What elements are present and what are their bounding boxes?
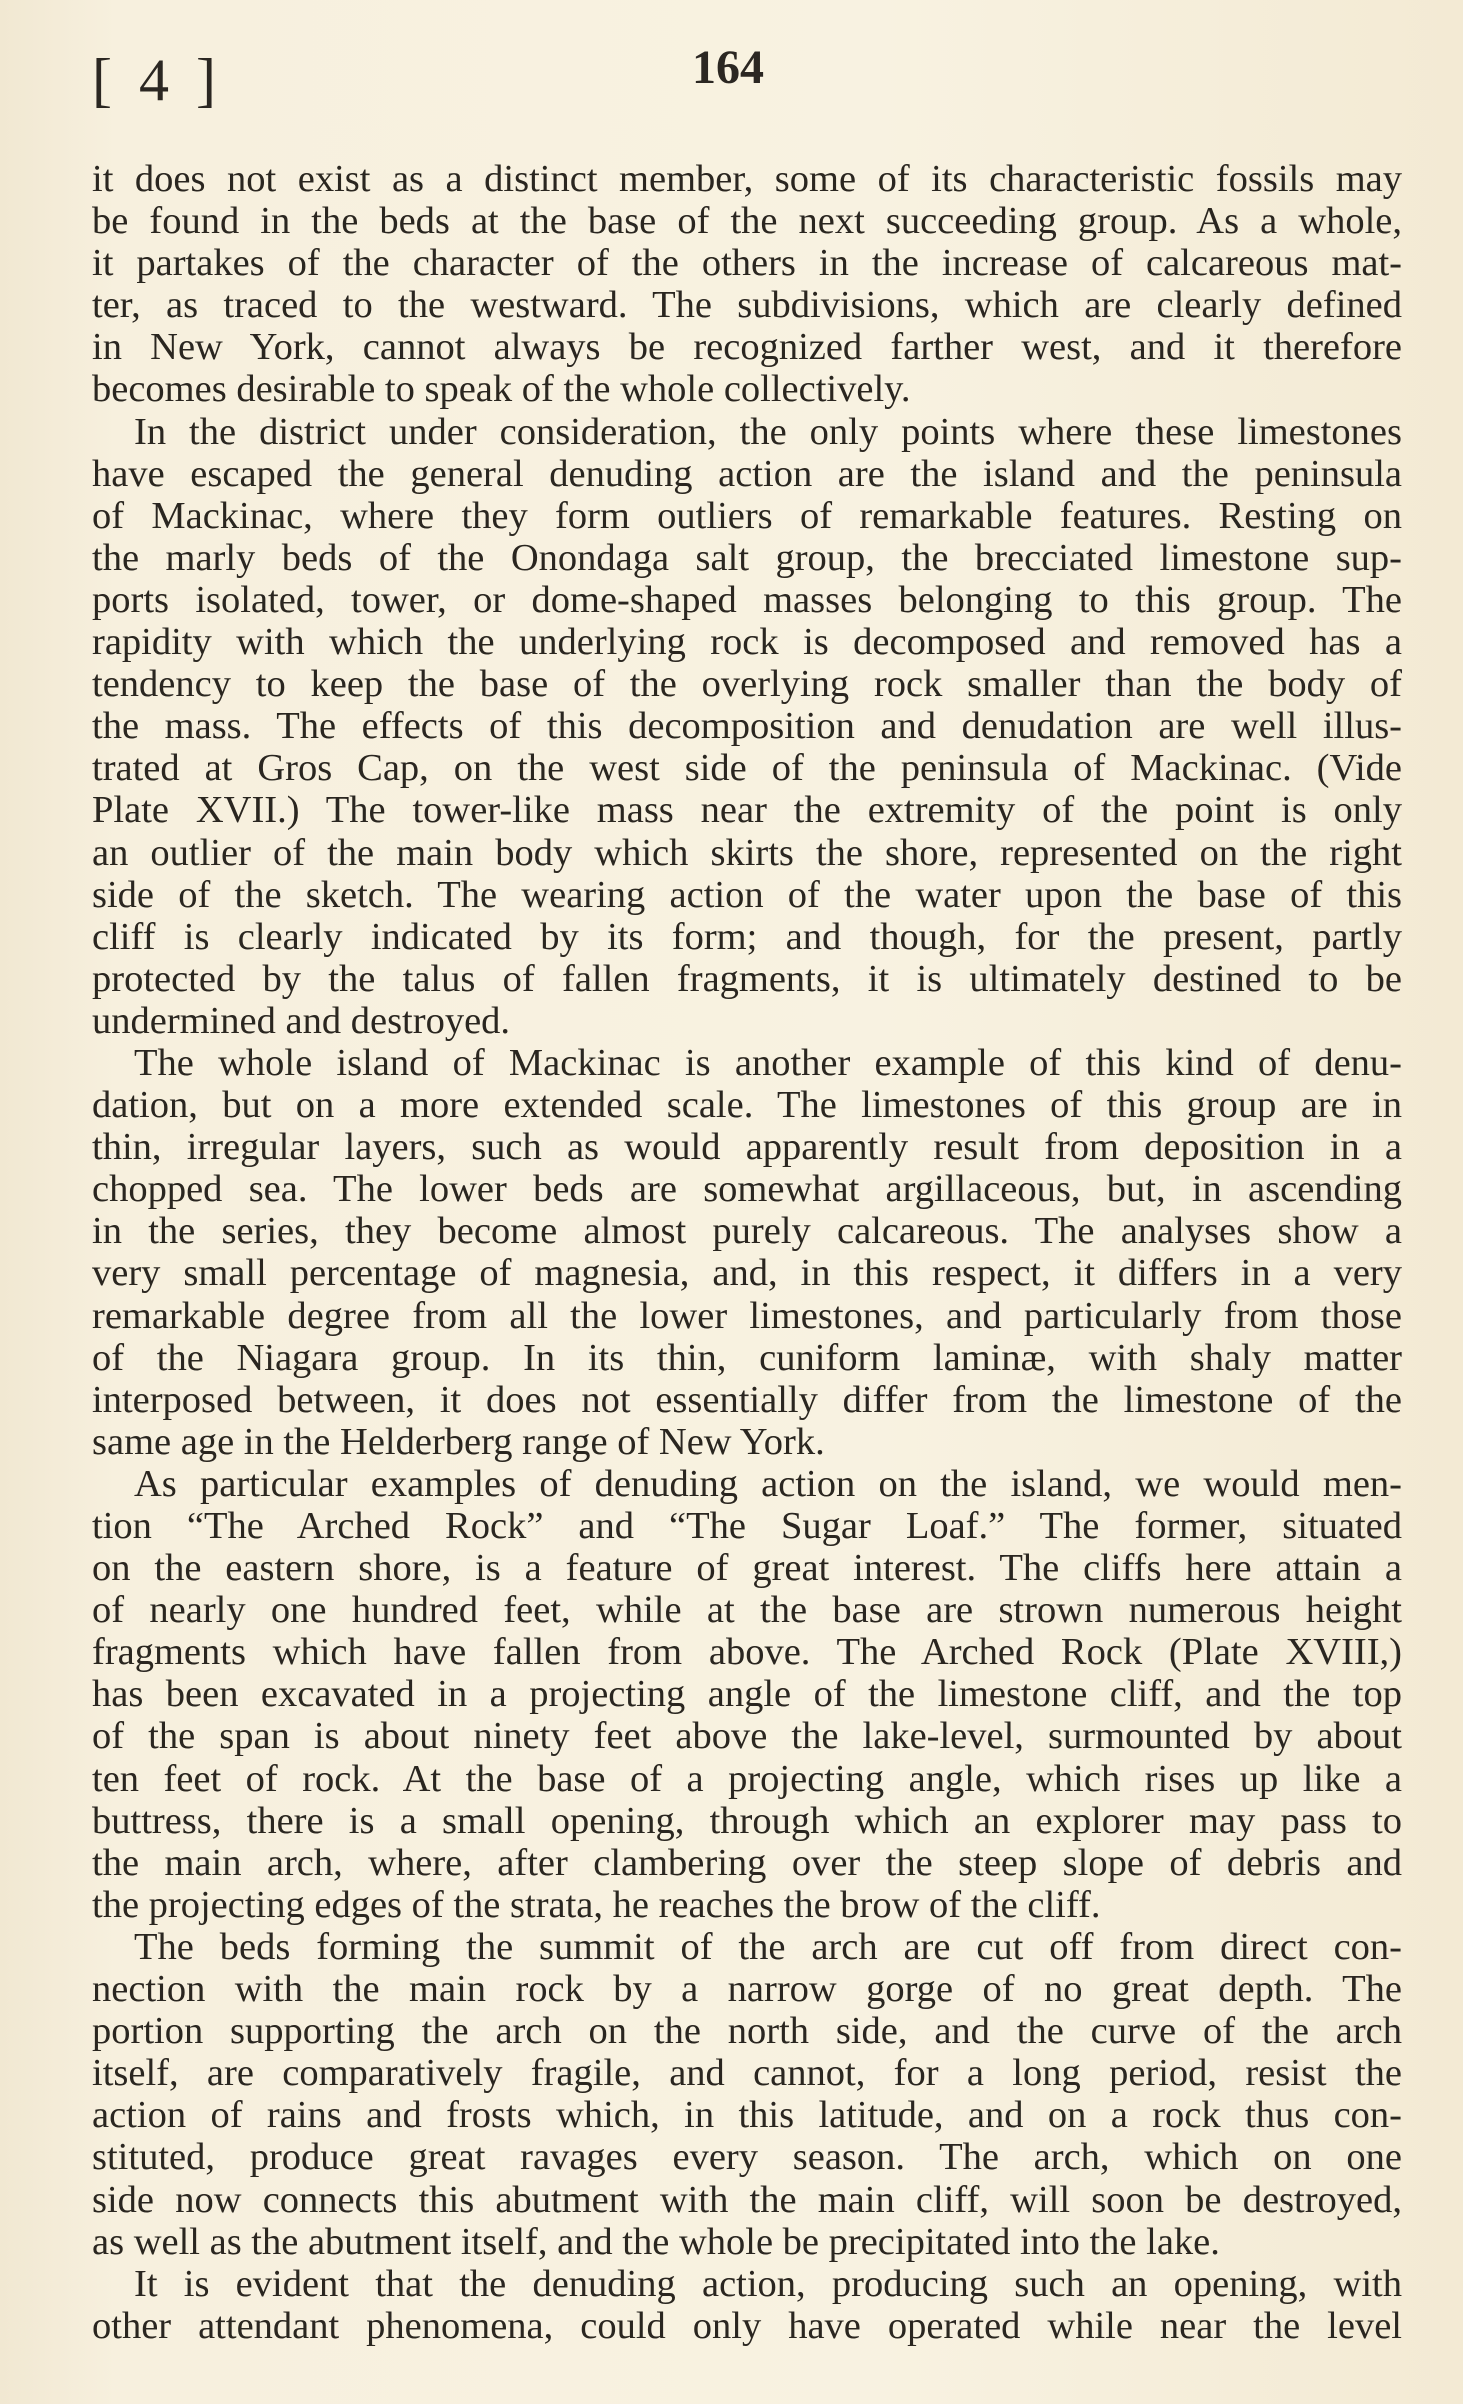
text-line: side now connects this abutment with the main cliff, will soon be destroyed, [92, 2178, 1402, 2221]
text-line: portion supporting the arch on the north side, and the curve of the arch [92, 2010, 1402, 2053]
text-line: very small percentage of magnesia, and, in this respect, it differs in a very [92, 1252, 1402, 1295]
text-line: itself, are comparatively fragile, and cannot, for a long period, resist the [92, 2052, 1402, 2095]
text-line: cliff is clearly indicated by its form; and though, for the present, partly [92, 915, 1402, 958]
text-line: In the district under consideration, the only points where these limestones [134, 410, 1402, 453]
text-line: nection with the main rock by a narrow gorge of no great depth. The [92, 1968, 1402, 2011]
text-line: protected by the talus of fallen fragments, it is ultimately destined to be [92, 957, 1402, 1000]
text-line: side of the sketch. The wearing action of the water upon the base of this [92, 873, 1402, 916]
text-line: thin, irregular layers, such as would apparently result from deposition in a [92, 1126, 1402, 1169]
text-line: the main arch, where, after clambering over the steep slope of debris and [92, 1841, 1402, 1884]
page-number: 164 [692, 41, 764, 94]
text-line: interposed between, it does not essentially differ from the limestone of the [92, 1378, 1402, 1421]
text-line: ports isolated, tower, or dome-shaped masses belonging to this group. The [92, 578, 1402, 621]
text-line: of the span is about ninety feet above the lake-level, surmounted by about [92, 1715, 1402, 1758]
text-line: it partakes of the character of the others in the increase of calcareous mat- [92, 242, 1402, 285]
text-line: remarkable degree from all the lower limestones, and particularly from those [92, 1294, 1402, 1337]
text-line: other attendant phenomena, could only have operated while near the level [92, 2304, 1402, 2347]
text-line: ten feet of rock. At the base of a projecting angle, which rises up like a [92, 1757, 1402, 1800]
text-line: same age in the Helderberg range of New York. [92, 1420, 825, 1463]
text-line: as well as the abutment itself, and the whole be precipitated into the lake. [92, 2220, 1220, 2263]
text-line: the marly beds of the Onondaga salt group, the brecciated limestone sup- [92, 536, 1402, 579]
text-line: be found in the beds at the base of the next succeeding group. As a whole, [92, 200, 1402, 243]
section-number: [ 4 ] [92, 47, 222, 113]
text-line: in the series, they become almost purely calcareous. The analyses show a [92, 1210, 1402, 1253]
text-line: the mass. The effects of this decomposition and denudation are well illus- [92, 705, 1402, 748]
body-text [92, 158, 1402, 2347]
text-line: undermined and destroyed. [92, 999, 511, 1042]
page-header [92, 40, 1402, 120]
text-line: tion “The Arched Rock” and “The Sugar Loaf.” The former, situated [92, 1505, 1402, 1547]
text-line: chopped sea. The lower beds are somewhat argillaceous, but, in ascending [92, 1168, 1402, 1211]
text-line: As particular examples of denuding action on the island, we would men- [134, 1462, 1402, 1505]
text-line: tendency to keep the base of the overlying rock smaller than the body of [92, 663, 1402, 706]
text-line: ter, as traced to the westward. The subdivisions, which are clearly defined [92, 284, 1402, 327]
text-line: have escaped the general denuding action are the island and the peninsula [92, 452, 1402, 495]
text-line: trated at Gros Cap, on the west side of the peninsula of Mackinac. (Vide [92, 747, 1402, 790]
text-line: buttress, there is a small opening, through which an explorer may pass to [92, 1799, 1402, 1842]
text-line: action of rains and frosts which, in this latitude, and on a rock thus con- [92, 2094, 1402, 2137]
text-line: stituted, produce great ravages every season. The arch, which on one [92, 2136, 1402, 2179]
text-line: it does not exist as a distinct member, some of its characteristic fossils may [92, 158, 1402, 200]
text-line: fragments which have fallen from above. The Arched Rock (Plate XVIII,) [92, 1631, 1402, 1674]
text-line: dation, but on a more extended scale. The limestones of this group are in [92, 1084, 1402, 1127]
text-line: becomes desirable to speak of the whole collectively. [92, 368, 911, 411]
text-line: of Mackinac, where they form outliers of remarkable features. Resting on [92, 494, 1402, 537]
text-line: Plate XVII.) The tower-like mass near the extremity of the point is only [92, 789, 1402, 832]
text-line: The whole island of Mackinac is another example of this kind of denu- [134, 1041, 1402, 1084]
text-line: an outlier of the main body which skirts the shore, represented on the right [92, 831, 1402, 874]
text-line: rapidity with which the underlying rock is decomposed and removed has a [92, 621, 1402, 664]
text-line: on the eastern shore, is a feature of great interest. The cliffs here attain a [92, 1547, 1402, 1590]
text-line: of nearly one hundred feet, while at the base are strown numerous height [92, 1589, 1402, 1632]
text-line: has been excavated in a projecting angle of the limestone cliff, and the top [92, 1673, 1402, 1716]
text-line: of the Niagara group. In its thin, cuniform laminæ, with shaly matter [92, 1336, 1402, 1379]
text-line: the projecting edges of the strata, he reaches the brow of the cliff. [92, 1883, 1101, 1926]
text-line: in New York, cannot always be recognized farther west, and it therefore [92, 326, 1402, 369]
text-line: It is evident that the denuding action, producing such an opening, with [134, 2262, 1402, 2305]
text-line: The beds forming the summit of the arch are cut off from direct con- [134, 1925, 1402, 1968]
